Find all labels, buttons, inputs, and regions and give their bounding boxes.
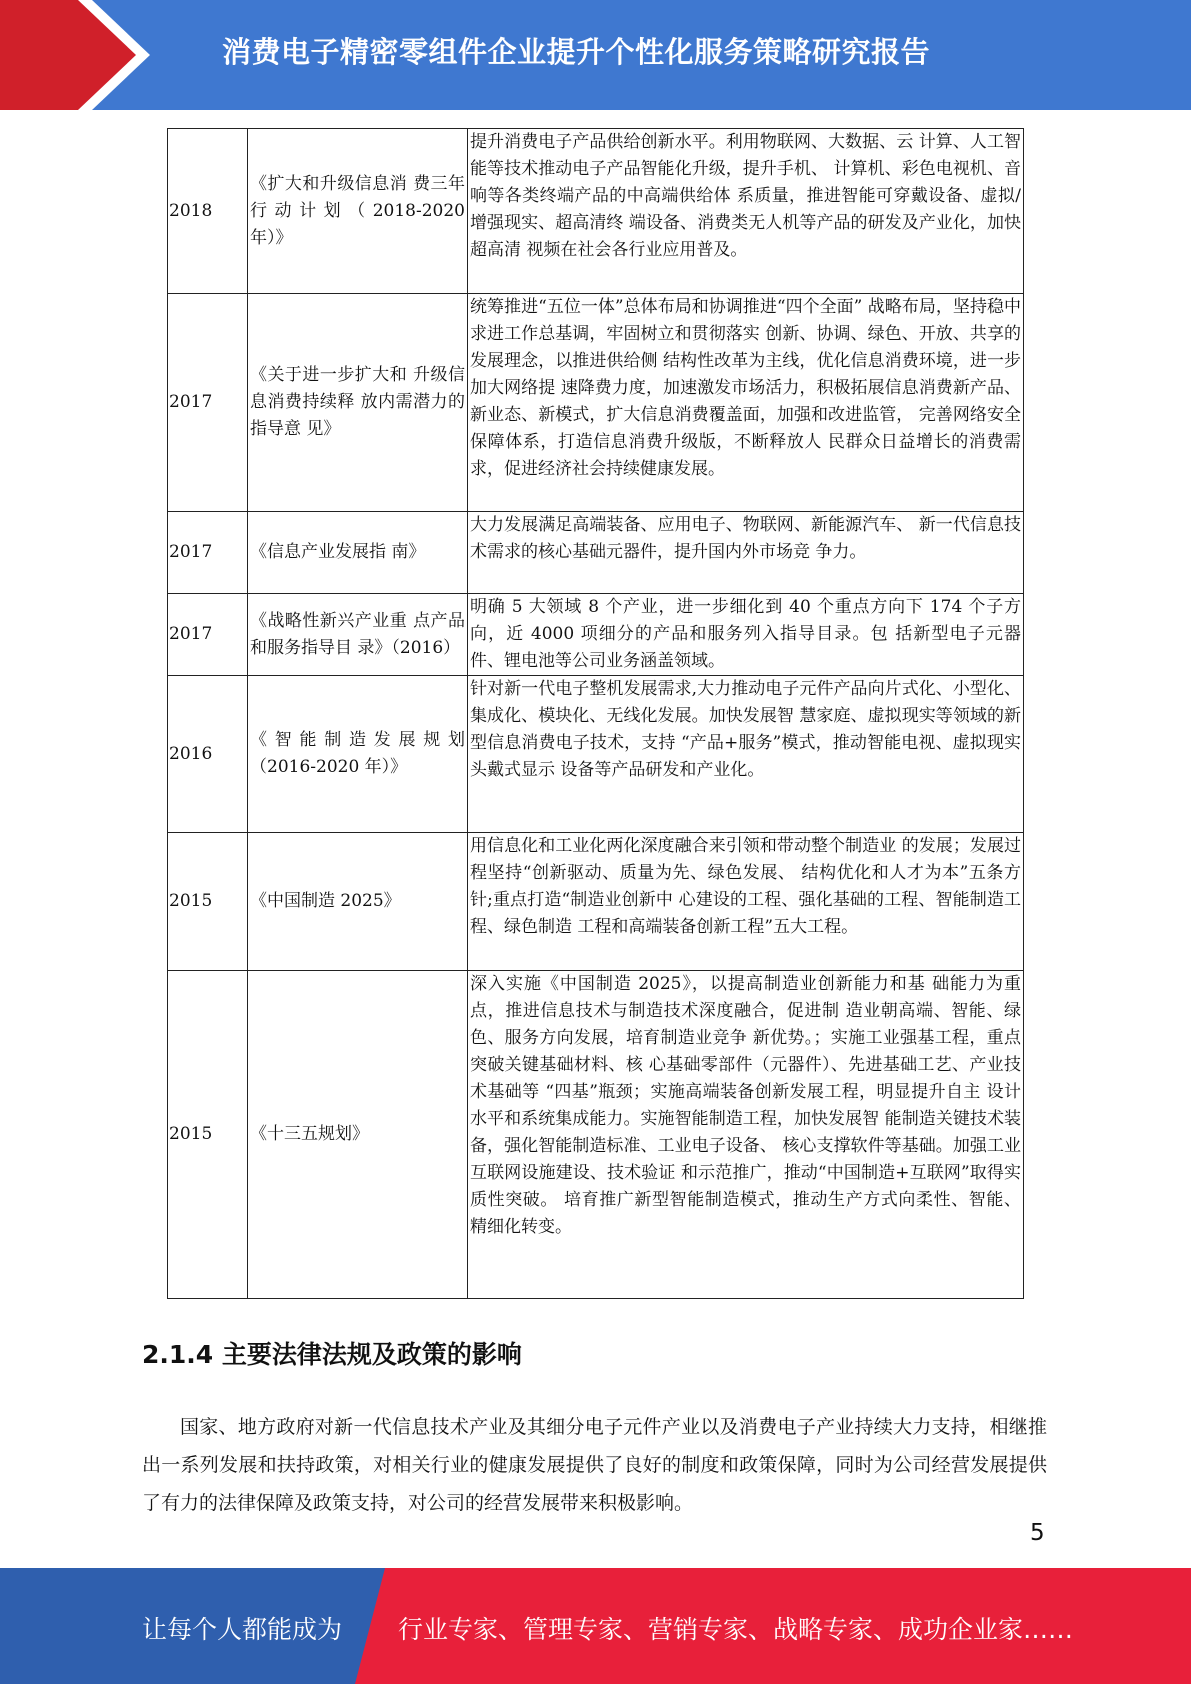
footer-slogan-right: 行业专家、管理专家、营销专家、战略专家、成功企业家……	[398, 1615, 1074, 1644]
page-footer	[0, 1568, 1191, 1684]
year-cell: 2015	[168, 833, 248, 971]
table-row	[168, 129, 1024, 294]
content-cell: 用信息化和工业化两化深度融合来引领和带动整个制造业 的发展；发展过程坚持“创新驱动、质量为先、绿色发展、 结构优化和人才为本”五条方针;重点打造“制造业创新中 心建设的工程、强化基础的工程、智能制造工程、绿色制造 工程和高端装备创新工程”五大工程。	[468, 833, 1024, 971]
table-row	[168, 294, 1024, 512]
section-heading: 2.1.4 主要法律法规及政策的影响	[142, 1340, 522, 1369]
year-cell: 2017	[168, 294, 248, 512]
table-row	[168, 971, 1024, 1299]
content-cell: 深入实施《中国制造 2025》，以提高制造业创新能力和基 础能力为重点，推进信息技术与制造技术深度融合，促进制 造业朝高端、智能、绿色、服务方向发展，培育制造业竞争 新优势。；实施工业强基工程，重点突破关键基础材料、核 心基础零部件（元器件）、先进基础工艺、产业技术基础等 “四基”瓶颈；实施高端装备创新发展工程，明显提升自主 设计水平和系统集成能力。实施智能制造工程，加快发展智 能制造关键技术装备，强化智能制造标准、工业电子设备、 核心支撑软件等基础。加强工业互联网设施建设、技术验证 和示范推广，推动“中国制造+互联网”取得实质性突破。 培育推广新型智能制造模式，推动生产方式向柔性、智能、 精细化转变。	[468, 971, 1024, 1299]
content-cell: 大力发展满足高端装备、应用电子、物联网、新能源汽车、 新一代信息技术需求的核心基础元器件，提升国内外市场竞 争力。	[468, 512, 1024, 594]
document-cell: 《战略性新兴产业重 点产品和服务指导目 录》（2016）	[248, 594, 468, 676]
year-cell: 2018	[168, 129, 248, 294]
document-cell: 《信息产业发展指 南》	[248, 512, 468, 594]
document-cell: 《十三五规划》	[248, 971, 468, 1299]
year-cell: 2017	[168, 594, 248, 676]
header-arrow-icon	[0, 0, 160, 110]
document-cell: 《智能制造发展规划（2016-2020 年）》	[248, 676, 468, 833]
content-cell: 明确 5 大领域 8 个产业，进一步细化到 40 个重点方向下 174 个子方向，近 4000 项细分的产品和服务列入指导目录。包 括新型电子元器件、锂电池等公司业务涵盖领域。	[468, 594, 1024, 676]
footer-slogan-left: 让每个人都能成为	[142, 1615, 343, 1644]
header-title: 消费电子精密零组件企业提升个性化服务策略研究报告	[222, 35, 931, 69]
table-row	[168, 676, 1024, 833]
table-row	[168, 833, 1024, 971]
table-row	[168, 512, 1024, 594]
year-cell: 2016	[168, 676, 248, 833]
content-cell: 针对新一代电子整机发展需求,大力推动电子元件产品向片式化、小型化、集成化、模块化、无线化发展。加快发展智 慧家庭、虚拟现实等领域的新型信息消费电子技术，支持 “产品+服务”模式，推动智能电视、虚拟现实头戴式显示 设备等产品研发和产业化。	[468, 676, 1024, 833]
policy-table	[167, 128, 1024, 1299]
page-number: 5	[1030, 1520, 1045, 1546]
year-cell: 2017	[168, 512, 248, 594]
content-cell: 统筹推进“五位一体”总体布局和协调推进“四个全面” 战略布局，坚持稳中求进工作总基调，牢固树立和贯彻落实 创新、协调、绿色、开放、共享的发展理念，以推进供给侧 结构性改革为主线，优化信息消费环境，进一步加大网络提 速降费力度，加速激发市场活力，积极拓展信息消费新产品、 新业态、新模式，扩大信息消费覆盖面，加强和改进监管， 完善网络安全保障体系，打造信息消费升级版，不断释放人 民群众日益增长的消费需求，促进经济社会持续健康发展。	[468, 294, 1024, 512]
document-cell: 《关于进一步扩大和 升级信息消费持续释 放内需潜力的指导意 见》	[248, 294, 468, 512]
document-cell: 《扩大和升级信息消 费三年行动计划（2018-2020 年）》	[248, 129, 468, 294]
page-header	[0, 0, 1191, 110]
document-cell: 《中国制造 2025》	[248, 833, 468, 971]
body-paragraph: 国家、地方政府对新一代信息技术产业及其细分电子元件产业以及消费电子产业持续大力支持，相继推出一系列发展和扶持政策，对相关行业的健康发展提供了良好的制度和政策保障，同时为公司经营发展提供了有力的法律保障及政策支持，对公司的经营发展带来积极影响。	[142, 1416, 1047, 1514]
year-cell: 2015	[168, 971, 248, 1299]
table-row	[168, 594, 1024, 676]
content-cell: 提升消费电子产品供给创新水平。利用物联网、大数据、云 计算、人工智能等技术推动电子产品智能化升级，提升手机、 计算机、彩色电视机、音响等各类终端产品的中高端供给体 系质量，推进智能可穿戴设备、虚拟/增强现实、超高清终 端设备、消费类无人机等产品的研发及产业化，加快超高清 视频在社会各行业应用普及。	[468, 129, 1024, 294]
